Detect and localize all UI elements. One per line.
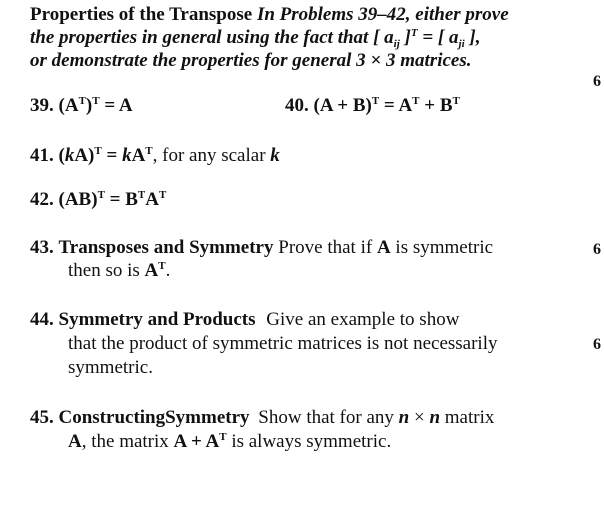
problem-number: 40. — [285, 95, 309, 116]
problem-expression: $(A + B)^T = A^T + B^T$ — [313, 95, 460, 116]
problem-title: Transposes and Symmetry — [58, 237, 274, 258]
problem-41: 41. $(kA)^T = kA^T$, for any scalar k — [30, 145, 280, 166]
problem-45-line-2: A, the matrix $A + A^T$ is always symmetric. — [68, 431, 392, 452]
margin-number: 6 — [593, 336, 601, 353]
problem-number: 43. — [30, 237, 54, 258]
problem-number: 44. — [30, 309, 54, 330]
problem-number: 41. — [30, 145, 54, 166]
section-title: Properties of the Transpose — [30, 4, 253, 25]
problem-number: 42. — [30, 189, 54, 210]
problem-expression: $(A^T)^T = A$ — [58, 95, 133, 116]
header-line-3: or demonstrate the properties for general 3 × 3 matrices. — [30, 50, 472, 71]
problem-number: 45. — [30, 407, 54, 428]
problem-44-line-2: that the product of symmetric matrices is not necessarily — [68, 333, 498, 354]
problem-title: Symmetry and Products — [58, 309, 256, 330]
header-line-2: the properties in general using the fact that [ $a_{ij}$ ]$^T$ = [ $a_{ji}$ ], — [30, 27, 481, 50]
problem-40 — [285, 95, 460, 117]
header-line-1 — [30, 4, 509, 26]
problem-title: ConstructingSymmetry — [58, 407, 250, 428]
problem-43-line-2: then so is $A^T$. — [68, 260, 171, 281]
problem-44-line-3: symmetric. — [68, 357, 153, 378]
problem-45-line-1: 45. ConstructingSymmetry Show that for any n × n matrix — [30, 407, 495, 428]
margin-number: 6 — [593, 73, 601, 90]
problem-expression: $(kA)^T = kA^T$ — [58, 145, 153, 166]
problem-expression: $(AB)^T = B^TA^T$ — [58, 189, 167, 210]
problem-44-line-1: 44. Symmetry and Products Give an example to show — [30, 309, 460, 330]
margin-number: 6 — [593, 241, 601, 258]
problem-43-line-1: 43. Transposes and Symmetry Prove that if A is symmetric — [30, 237, 494, 258]
problem-number: 39. — [30, 95, 54, 116]
section-intro: In Problems 39–42, either prove — [256, 4, 509, 25]
problem-42 — [30, 189, 166, 211]
problem-39 — [30, 95, 133, 117]
